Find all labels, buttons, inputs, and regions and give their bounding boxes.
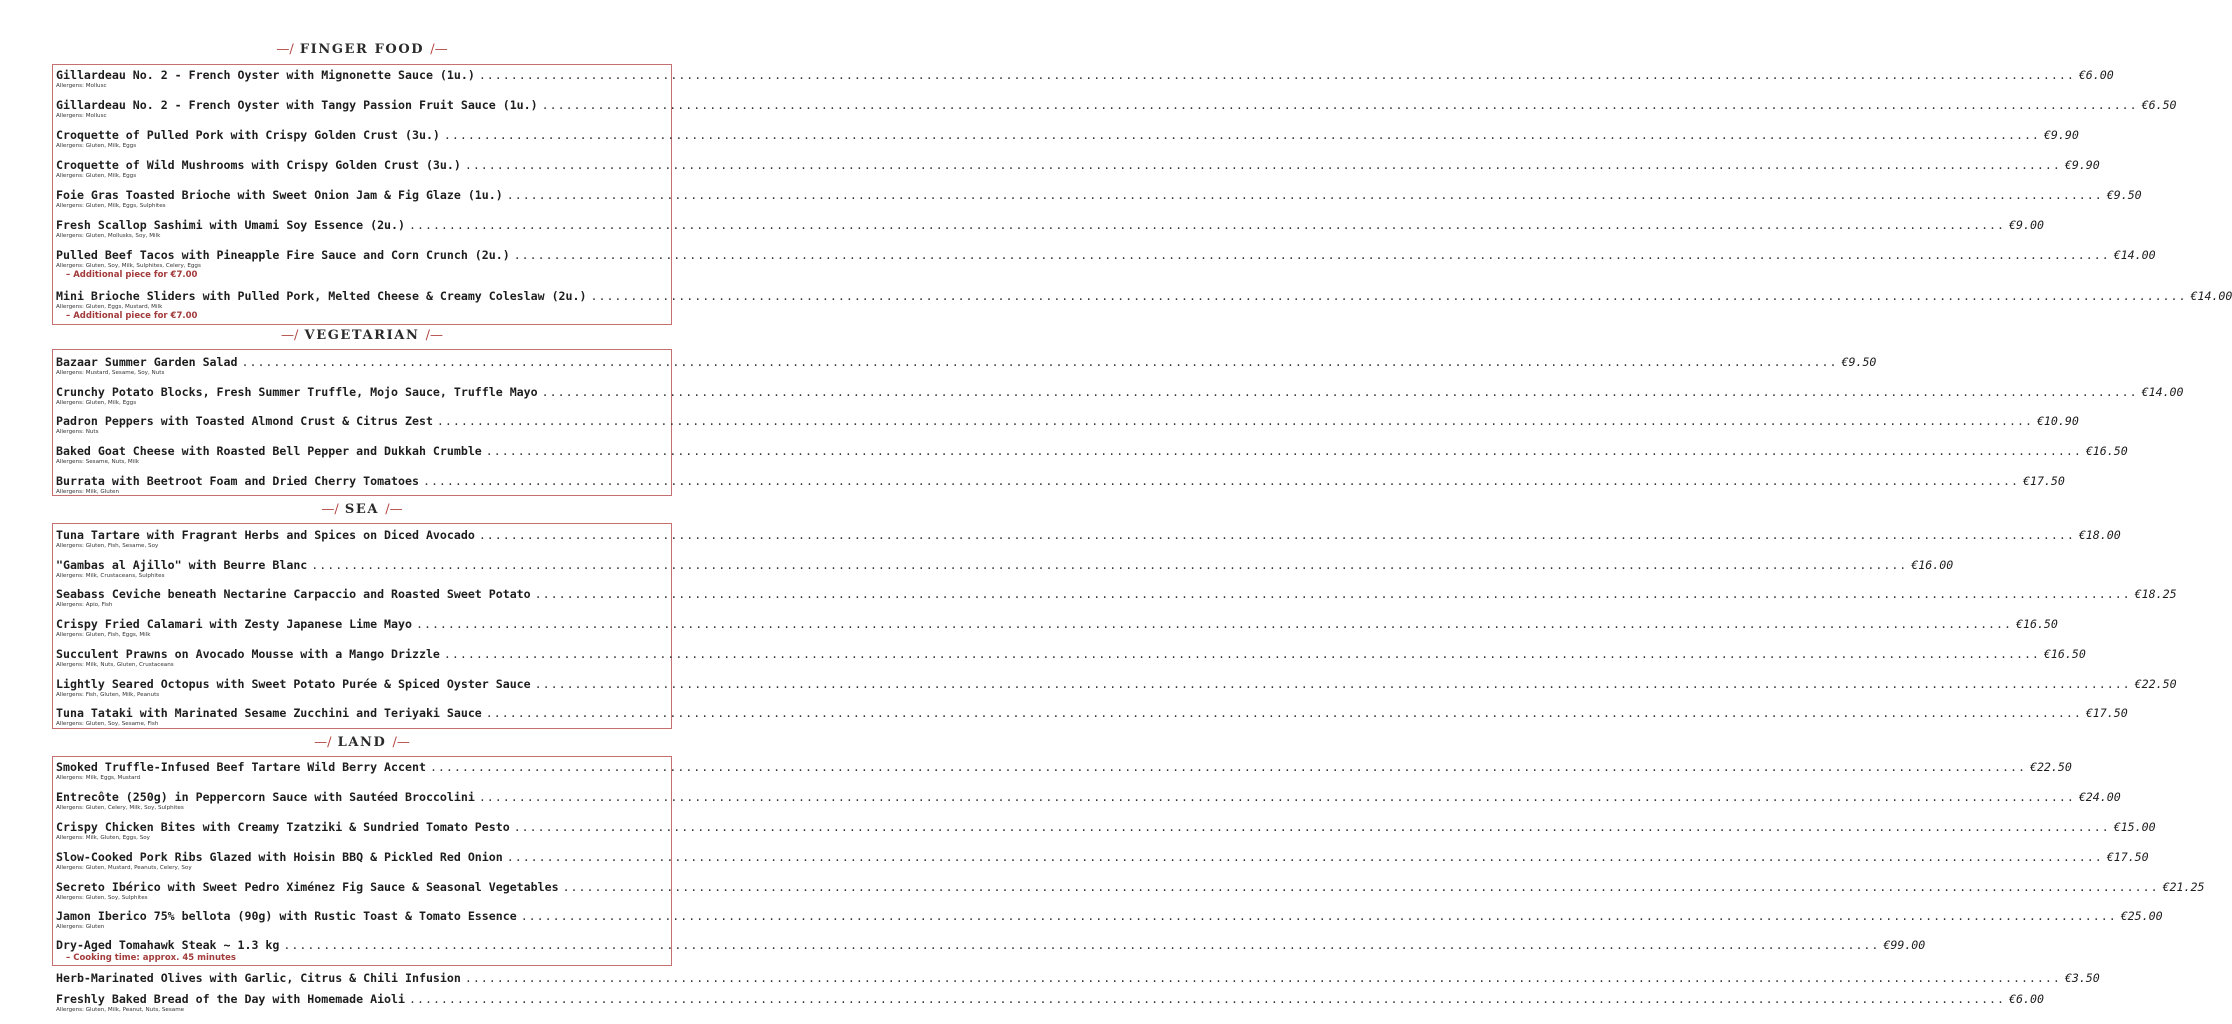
menu-item — [56, 444, 2128, 466]
menu-item-name: Slow-Cooked Pork Ribs Glazed with Hoisin BBQ & Pickled Red Onion — [56, 850, 503, 864]
menu-item-price: €6.50 — [2141, 98, 2177, 112]
menu-item-price: €9.50 — [1841, 355, 1877, 369]
menu-item — [56, 528, 2121, 550]
menu-item-line — [56, 706, 2128, 721]
leader-dots: ........................................................................................................................................................................................................ — [415, 617, 2012, 631]
menu-item-name: Secreto Ibérico with Sweet Pedro Ximénez Fig Sauce & Seasonal Vegetables — [56, 880, 559, 894]
menu-item-line — [56, 880, 2205, 895]
menu-item — [56, 992, 2044, 1014]
menu-item — [56, 790, 2121, 812]
menu-item-name: Freshly Baked Bread of the Day with Homemade Aioli — [56, 992, 406, 1006]
menu-item-price: €18.00 — [2078, 528, 2121, 542]
menu-item-allergens: Allergens: Gluten, Milk, Eggs, Sulphites — [56, 203, 166, 209]
section-title-finger-food — [0, 42, 724, 58]
menu-item-allergens: Allergens: Gluten, Milk, Eggs — [56, 143, 137, 149]
menu-item-price: €17.50 — [2022, 474, 2065, 488]
left-ornament-icon: —/ — [321, 502, 339, 517]
menu-item — [56, 414, 2079, 436]
menu-item-name: Crispy Fried Calamari with Zesty Japanese Lime Mayo — [56, 617, 412, 631]
menu-item — [56, 587, 2177, 609]
menu-item-allergens: Allergens: Milk, Gluten, Eggs, Soy — [56, 835, 150, 841]
menu-item-allergens: Allergens: Gluten, Fish, Sesame, Soy — [56, 543, 159, 549]
menu-item-price: €18.25 — [2134, 587, 2177, 601]
menu-item — [56, 971, 2100, 986]
leader-dots: ........................................................................................................................................................................................................ — [429, 760, 2026, 774]
menu-item-note: – Additional piece for €7.00 — [66, 311, 198, 321]
menu-item-name: "Gambas al Ajillo" with Beurre Blanc — [56, 558, 308, 572]
menu-item-line — [56, 158, 2100, 173]
left-ornament-icon: —/ — [314, 735, 332, 750]
menu-item-line — [56, 820, 2156, 835]
section-title-land — [0, 735, 724, 751]
menu-item-allergens: Allergens: Gluten, Soy, Milk, Sulphites, Celery, Eggs — [56, 263, 201, 269]
menu-item-allergens: Allergens: Mustard, Sesame, Soy, Nuts — [56, 370, 165, 376]
menu-item-price: €17.50 — [2085, 706, 2128, 720]
menu-item — [56, 248, 2156, 281]
menu-item-line — [56, 248, 2156, 263]
leader-dots: ........................................................................................................................................................................................................ — [436, 414, 2033, 428]
menu-item-name: Entrecôte (250g) in Peppercorn Sauce with Sautéed Broccolini — [56, 790, 475, 804]
menu-item-line — [56, 647, 2086, 662]
menu-item-name: Tuna Tartare with Fragrant Herbs and Spices on Diced Avocado — [56, 528, 475, 542]
menu-item-allergens: Allergens: Fish, Gluten, Milk, Peanuts — [56, 692, 160, 698]
menu-item-price: €21.25 — [2162, 880, 2205, 894]
menu-item-name: Padron Peppers with Toasted Almond Crust & Citrus Zest — [56, 414, 433, 428]
menu-item-line — [56, 188, 2142, 203]
leader-dots: ........................................................................................................................................................................................................ — [534, 587, 2131, 601]
menu-item-price: €9.90 — [2043, 128, 2079, 142]
leader-dots: ........................................................................................................................................................................................................ — [513, 248, 2110, 262]
menu-item — [56, 188, 2142, 210]
menu-item — [56, 820, 2156, 842]
menu-item-line — [56, 850, 2149, 865]
menu-item — [56, 558, 1954, 580]
menu-item-price: €16.50 — [2085, 444, 2128, 458]
menu-item — [56, 617, 2058, 639]
leader-dots: ........................................................................................................................................................................................................ — [478, 790, 2075, 804]
menu-item-line — [56, 617, 2058, 632]
menu-item-name: Seabass Ceviche beneath Nectarine Carpaccio and Roasted Sweet Potato — [56, 587, 531, 601]
menu-item — [56, 909, 2163, 931]
left-ornament-icon: —/ — [281, 328, 299, 343]
menu-item — [56, 474, 2065, 496]
menu-item-allergens: Allergens: Gluten, Milk, Eggs — [56, 173, 137, 179]
menu-item-allergens: Allergens: Gluten, Soy, Sulphites — [56, 895, 148, 901]
menu-item-name: Mini Brioche Sliders with Pulled Pork, Melted Cheese & Creamy Coleslaw (2u.) — [56, 289, 587, 303]
menu-item — [56, 385, 2184, 407]
menu-item-price: €16.00 — [1911, 558, 1954, 572]
menu-item-name: Croquette of Pulled Pork with Crispy Golden Crust (3u.) — [56, 128, 440, 142]
menu-item-allergens: Allergens: Gluten, Eggs, Mustard, Milk — [56, 304, 163, 310]
right-ornament-icon: /— — [385, 502, 403, 517]
menu-item-price: €6.00 — [2078, 68, 2114, 82]
menu-item — [56, 98, 2177, 120]
leader-dots: ........................................................................................................................................................................................................ — [541, 385, 2138, 399]
menu-item-line — [56, 414, 2079, 429]
menu-item-line — [56, 444, 2128, 459]
menu-item-allergens: Allergens: Milk, Nuts, Gluten, Crustaceans — [56, 662, 174, 668]
menu-item-price: €9.50 — [2106, 188, 2142, 202]
menu-item-name: Jamon Iberico 75% bellota (90g) with Rustic Toast & Tomato Essence — [56, 909, 517, 923]
menu-item — [56, 938, 1926, 964]
menu-item — [56, 158, 2100, 180]
menu-item — [56, 760, 2072, 782]
menu-item — [56, 289, 2232, 322]
menu-item-name: Herb-Marinated Olives with Garlic, Citrus & Chili Infusion — [56, 971, 461, 985]
section-title-sea — [0, 502, 724, 518]
section-heading: LAND — [337, 735, 387, 750]
leader-dots: ........................................................................................................................................................................................................ — [464, 158, 2061, 172]
menu-item-price: €22.50 — [2029, 760, 2072, 774]
section-title-vegetarian — [0, 328, 724, 344]
menu-item-allergens: Allergens: Gluten, Fish, Eggs, Milk — [56, 632, 151, 638]
menu-item-allergens: Allergens: Gluten, Soy, Sesame, Fish — [56, 721, 159, 727]
menu-item — [56, 850, 2149, 872]
leader-dots: ........................................................................................................................................................................................................ — [409, 992, 2006, 1006]
menu-item — [56, 355, 1877, 377]
leader-dots: ........................................................................................................................................................................................................ — [485, 444, 2082, 458]
leader-dots: ........................................................................................................................................................................................................ — [443, 647, 2040, 661]
menu-item-line — [56, 587, 2177, 602]
menu-item-allergens: Allergens: Mollusc — [56, 83, 107, 89]
menu-item-name: Baked Goat Cheese with Roasted Bell Pepper and Dukkah Crumble — [56, 444, 482, 458]
menu-item-price: €25.00 — [2120, 909, 2163, 923]
leader-dots: ........................................................................................................................................................................................................ — [464, 971, 2061, 985]
menu-item-name: Crunchy Potato Blocks, Fresh Summer Truffle, Mojo Sauce, Truffle Mayo — [56, 385, 538, 399]
leader-dots: ........................................................................................................................................................................................................ — [241, 355, 1838, 369]
leader-dots: ........................................................................................................................................................................................................ — [534, 677, 2131, 691]
menu-item-line — [56, 992, 2044, 1007]
right-ornament-icon: /— — [392, 735, 410, 750]
menu-item-name: Fresh Scallop Sashimi with Umami Soy Essence (2u.) — [56, 218, 406, 232]
menu-item-allergens: Allergens: Nuts — [56, 429, 99, 435]
menu-item-price: €9.90 — [2064, 158, 2100, 172]
menu-item-name: Dry-Aged Tomahawk Steak ~ 1.3 kg — [56, 938, 280, 952]
menu-item-price: €15.00 — [2113, 820, 2156, 834]
menu-item-line — [56, 790, 2121, 805]
menu-item-price: €14.00 — [2141, 385, 2184, 399]
menu-item-line — [56, 938, 1926, 953]
menu-item-line — [56, 760, 2072, 775]
right-ornament-icon: /— — [425, 328, 443, 343]
menu-item-line — [56, 474, 2065, 489]
leader-dots: ........................................................................................................................................................................................................ — [478, 68, 2075, 82]
leader-dots: ........................................................................................................................................................................................................ — [443, 128, 2040, 142]
menu-item-price: €17.50 — [2106, 850, 2149, 864]
leader-dots: ........................................................................................................................................................................................................ — [485, 706, 2082, 720]
menu-item-price: €22.50 — [2134, 677, 2177, 691]
menu-item-price: €14.00 — [2113, 248, 2156, 262]
menu-item-line — [56, 558, 1954, 573]
menu-item-name: Lightly Seared Octopus with Sweet Potato Purée & Spiced Oyster Sauce — [56, 677, 531, 691]
menu-item — [56, 677, 2177, 699]
menu-item-line — [56, 909, 2163, 924]
leader-dots: ........................................................................................................................................................................................................ — [513, 820, 2110, 834]
menu-item-allergens: Allergens: Gluten, Milk, Peanut, Nuts, Sesame — [56, 1007, 185, 1013]
menu-item — [56, 880, 2205, 902]
left-ornament-icon: —/ — [276, 42, 294, 57]
menu-item-name: Crispy Chicken Bites with Creamy Tzatziki & Sundried Tomato Pesto — [56, 820, 510, 834]
menu-item-allergens: Allergens: Gluten, Mollusks, Soy, Milk — [56, 233, 161, 239]
menu-item-price: €16.50 — [2016, 617, 2058, 631]
menu-item — [56, 647, 2086, 669]
menu-item-price: €9.00 — [2009, 218, 2044, 232]
section-heading: FINGER FOOD — [299, 42, 425, 57]
menu-item — [56, 68, 2114, 90]
menu-item-line — [56, 98, 2177, 113]
menu-item-line — [56, 355, 1877, 370]
menu-item-line — [56, 677, 2177, 692]
menu-item-note: – Additional piece for €7.00 — [66, 270, 198, 280]
menu-item-name: Gillardeau No. 2 - French Oyster with Mignonette Sauce (1u.) — [56, 68, 475, 82]
menu-item-line — [56, 289, 2232, 304]
menu-item-note: – Cooking time: approx. 45 minutes — [66, 953, 236, 963]
menu-item-allergens: Allergens: Milk, Crustaceans, Sulphites — [56, 573, 165, 579]
menu-item-line — [56, 68, 2114, 83]
menu-item-allergens: Allergens: Milk, Eggs, Mustard — [56, 775, 141, 781]
leader-dots: ........................................................................................................................................................................................................ — [562, 880, 2159, 894]
menu-item-name: Succulent Prawns on Avocado Mousse with a Mango Drizzle — [56, 647, 440, 661]
leader-dots: ........................................................................................................................................................................................................ — [409, 218, 2006, 232]
menu-item-price: €6.00 — [2009, 992, 2044, 1006]
menu-item — [56, 218, 2044, 240]
menu-item-line — [56, 128, 2079, 143]
menu-item-name: Gillardeau No. 2 - French Oyster with Tangy Passion Fruit Sauce (1u.) — [56, 98, 538, 112]
menu-item-allergens: Allergens: Milk, Gluten — [56, 489, 120, 495]
leader-dots: ........................................................................................................................................................................................................ — [311, 558, 1908, 572]
menu-item-name: Bazaar Summer Garden Salad — [56, 355, 238, 369]
menu-item-allergens: Allergens: Mollusc — [56, 113, 107, 119]
menu-item-name: Pulled Beef Tacos with Pineapple Fire Sauce and Corn Crunch (2u.) — [56, 248, 510, 262]
leader-dots: ........................................................................................................................................................................................................ — [506, 850, 2103, 864]
menu-item-price: €16.50 — [2043, 647, 2086, 661]
menu-item-name: Tuna Tataki with Marinated Sesame Zucchini and Teriyaki Sauce — [56, 706, 482, 720]
menu-item-allergens: Allergens: Gluten, Celery, Milk, Soy, Sulphites — [56, 805, 184, 811]
menu-item-name: Burrata with Beetroot Foam and Dried Cherry Tomatoes — [56, 474, 419, 488]
menu-item-allergens: Allergens: Gluten — [56, 924, 105, 930]
menu-item-price: €24.00 — [2078, 790, 2121, 804]
section-heading: SEA — [344, 502, 380, 517]
leader-dots: ........................................................................................................................................................................................................ — [520, 909, 2117, 923]
menu-item-allergens: Allergens: Gluten, Mustard, Peanuts, Celery, Soy — [56, 865, 192, 871]
leader-dots: ........................................................................................................................................................................................................ — [478, 528, 2075, 542]
menu-item-allergens: Allergens: Gluten, Milk, Eggs — [56, 400, 137, 406]
menu-item — [56, 706, 2128, 728]
section-heading: VEGETARIAN — [304, 328, 420, 343]
menu-item-allergens: Allergens: Apio, Fish — [56, 602, 113, 608]
leader-dots: ........................................................................................................................................................................................................ — [506, 188, 2103, 202]
menu-item-line — [56, 218, 2044, 233]
right-ornament-icon: /— — [430, 42, 448, 57]
menu-item-name: Croquette of Wild Mushrooms with Crispy Golden Crust (3u.) — [56, 158, 461, 172]
menu-item-line — [56, 971, 2100, 986]
leader-dots: ........................................................................................................................................................................................................ — [590, 289, 2187, 303]
menu-item-line — [56, 528, 2121, 543]
menu-item-price: €99.00 — [1883, 938, 1926, 952]
menu-item-name: Foie Gras Toasted Brioche with Sweet Onion Jam & Fig Glaze (1u.) — [56, 188, 503, 202]
menu-item — [56, 128, 2079, 150]
menu-item-price: €3.50 — [2064, 971, 2100, 985]
menu-item-price: €10.90 — [2036, 414, 2079, 428]
menu-item-name: Smoked Truffle-Infused Beef Tartare Wild Berry Accent — [56, 760, 426, 774]
menu-item-allergens: Allergens: Sesame, Nuts, Milk — [56, 459, 140, 465]
leader-dots: ........................................................................................................................................................................................................ — [541, 98, 2138, 112]
leader-dots: ........................................................................................................................................................................................................ — [422, 474, 2019, 488]
menu-item-line — [56, 385, 2184, 400]
menu-item-price: €14.00 — [2190, 289, 2232, 303]
leader-dots: ........................................................................................................................................................................................................ — [283, 938, 1880, 952]
